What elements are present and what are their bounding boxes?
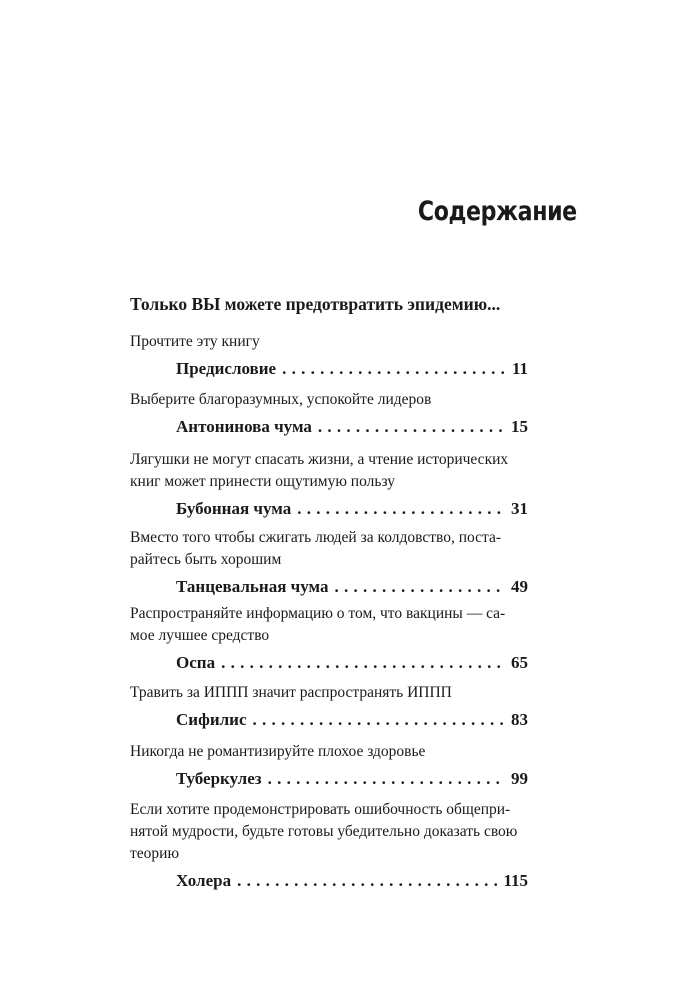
chapter-title: Оспа (176, 653, 216, 672)
toc-entry-bubonic-plague (130, 449, 528, 520)
page-number: 31 (511, 499, 528, 518)
toc-chapter-row[interactable] (176, 870, 528, 892)
page-number: 65 (511, 653, 528, 672)
toc-chapter-row[interactable] (176, 576, 528, 598)
page-number: 115 (503, 871, 528, 890)
description-line: теорию (130, 845, 180, 862)
description-line: мое лучшее средство (130, 627, 270, 644)
dot-leader (297, 498, 505, 520)
toc-chapter-row[interactable] (176, 768, 528, 790)
toc-chapter-row[interactable] (176, 416, 528, 438)
toc-entry-description (130, 799, 528, 865)
toc-entry-description (130, 449, 528, 493)
page-title: Содержание (418, 196, 577, 227)
toc-entry-dancing-plague (130, 527, 528, 598)
dot-leader (221, 652, 505, 674)
toc-chapter-row[interactable] (176, 498, 528, 520)
toc-entry-description (130, 682, 528, 704)
chapter-title: Сифилис (176, 710, 247, 729)
description-line: Распространяйте информацию о том, что вакцины — са- (130, 605, 506, 622)
page-number: 15 (511, 417, 528, 436)
page-number: 11 (511, 359, 528, 378)
chapter-title: Бубонная чума (176, 499, 292, 518)
toc-entry-cholera (130, 799, 528, 892)
chapter-title: Танцевальная чума (176, 577, 329, 596)
toc-entry-antonine-plague (130, 389, 528, 438)
description-line: Лягушки не могут спасать жизни, а чтение исторических (130, 451, 509, 468)
description-line: Никогда не романтизируйте плохое здоровье (130, 743, 426, 760)
description-line: книг может принести ощутимую пользу (130, 473, 395, 490)
toc-entry-preface (130, 331, 528, 380)
description-line: Прочтите эту книгу (130, 333, 260, 350)
page-number: 83 (511, 710, 528, 729)
toc-entry-description (130, 527, 528, 571)
toc-entry-description (130, 741, 528, 763)
description-line: райтесь быть хорошим (130, 551, 282, 568)
description-line: Вместо того чтобы сжигать людей за колдовство, поста- (130, 529, 502, 546)
page-number: 99 (511, 769, 528, 788)
description-line: Выберите благоразумных, успокойте лидеров (130, 391, 432, 408)
toc-entry-description (130, 331, 528, 353)
dot-leader (268, 768, 505, 790)
dot-leader (253, 709, 505, 731)
chapter-title: Холера (176, 871, 232, 890)
toc-entry-syphilis (130, 682, 528, 731)
toc-chapter-row[interactable] (176, 709, 528, 731)
toc-chapter-row[interactable] (176, 358, 528, 380)
chapter-title: Антонинова чума (176, 417, 312, 436)
page-number: 49 (511, 577, 528, 596)
dot-leader (334, 576, 505, 598)
dot-leader (318, 416, 505, 438)
dot-leader (282, 358, 506, 380)
description-line: нятой мудрости, будьте готовы убедительно доказать свою (130, 823, 518, 840)
chapter-title: Предисловие (176, 359, 277, 378)
toc-entry-description (130, 603, 528, 647)
description-line: Травить за ИППП значит распространять ИППП (130, 684, 452, 701)
toc-entry-tuberculosis (130, 741, 528, 790)
toc-entry-smallpox (130, 603, 528, 674)
toc-entry-description (130, 389, 528, 411)
description-line: Если хотите продемонстрировать ошибочность общепри- (130, 801, 511, 818)
dot-leader (237, 870, 497, 892)
toc-chapter-row[interactable] (176, 652, 528, 674)
chapter-title: Туберкулез (176, 769, 262, 788)
toc-heading: Только ВЫ можете предотвратить эпидемию... (130, 294, 501, 314)
